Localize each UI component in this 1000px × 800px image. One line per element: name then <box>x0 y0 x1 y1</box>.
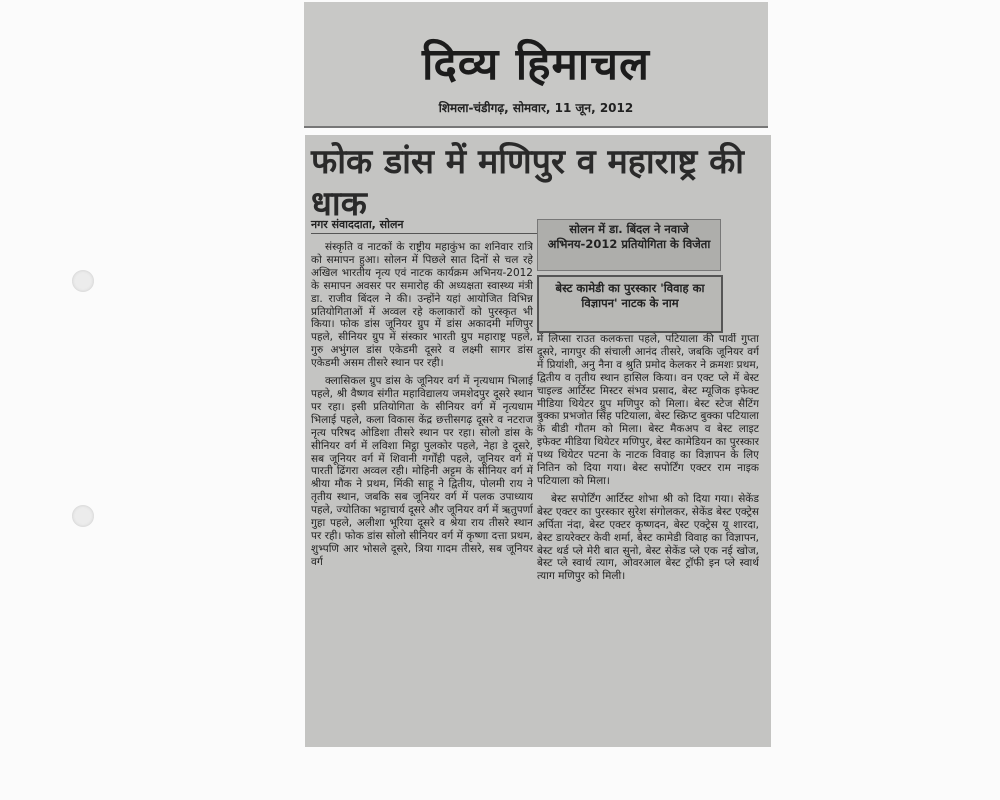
paragraph: बेस्ट सपोर्टिंग आर्टिस्ट शोभा श्री को दिया गया। सेकेंड बेस्ट एक्टर का पुरस्कार सुरेश संगोलकर, सेकेंड बेस्ट एक्ट्रेस अर्पिता नंदा, बेस्ट एक्टर कृष्णदन, बेस्ट एक्ट्रेस यू शारदा, बेस्ट डायरेक्टर केवी शर्मा, बेस्ट कामेडी विवाह का विज्ञापन, बेस्ट थर्ड प्ले मेरी बात सुनो, बेस्ट सेकेंड प्ले एक नई खोज, बेस्ट प्ले स्वार्थ त्याग, ओवरआल बेस्ट ट्रॉफी इन प्ले स्वार्थ त्याग मणिपुर को मिली। <box>537 492 759 583</box>
article-headline: फोक डांस में मणिपुर व महाराष्ट्र की धाक <box>311 142 744 224</box>
highlight-box: बेस्ट कामेडी का पुरस्कार 'विवाह का विज्ञापन' नाटक के नाम <box>537 275 723 333</box>
news-article-clipping <box>305 135 771 747</box>
article-column-1 <box>311 241 533 741</box>
punch-hole-top <box>72 270 94 292</box>
article-byline: नगर संवाददाता, सोलन <box>311 218 404 231</box>
byline-divider <box>311 233 539 234</box>
newspaper-title: दिव्य हिमाचल <box>422 39 650 90</box>
paragraph: क्लासिकल ग्रुप डांस के जूनियर वर्ग में नृत्यधाम भिलाई पहले, श्री वैष्णव संगीत महाविद्यालय जमशेदपुर दूसरे स्थान पर रहा। इसी प्रतियोगिता के सीनियर वर्ग में नृत्यधाम भिलाई पहले, कला विकास केंद्र छत्तीसगढ़ दूसरे व नटराज नृत्य परिषद ओडिशा तीसरे स्थान पर रहा। सोलो डांस के सीनियर वर्ग में लविशा मिट्ठा पुलकोर पहले, नेहा डे दूसरे, सब जूनियर वर्ग में शिवानी गर्गोंही पहले, जूनियर वर्ग में पारती ढिंगरा अव्वल रही। मोहिनी अट्टम के सीनियर वर्ग में श्रीया मौक ने प्रथम, मिंकी साहू ने द्वितीय, पोलमी राय ने तृतीय स्थान, जबकि सब जूनियर वर्ग में पलक उपाध्याय पहले, ज्योतिका भट्टाचार्य दूसरे और जूनियर वर्ग में ऋतुपर्णा गुहा पहले, अलीशा भूरिया दूसरे व श्रेया राय तीसरे स्थान पर रही। फोक डांस सोलो सीनियर वर्ग में कृष्णा दत्ता प्रथम, शुभ्पणि आर भोसले दूसरे, त्रिया गादम तीसरे, सब जूनियर वर्ग <box>311 375 533 568</box>
punch-hole-bottom <box>72 505 94 527</box>
dateline: शिमला-चंडीगढ़, सोमवार, 11 जून, 2012 <box>438 101 634 115</box>
paragraph: संस्कृति व नाटकों के राष्ट्रीय महाकुंभ का शनिवार रात्रि को समापन हुआ। सोलन में पिछले सात दिनों से चल रहे अखिल भारतीय नृत्य एवं नाटक कार्यक्रम अभिनय-2012 के समापन अवसर पर समारोह की अध्यक्षता स्वास्थ्य मंत्री डा. राजीव बिंदल ने की। उन्होंने यहां आयोजित विभिन्न प्रतियोगिताओं में अव्वल रहे कलाकारों को पुरस्कृत भी किया। फोक डांस जूनियर ग्रुप में डांस अकादमी मणिपुर पहले, सीनियर ग्रुप में संस्कार भारती ग्रुप महाराष्ट्र पहले, गुरु अभुंगल डांस एकेडमी दूसरे व लक्ष्मी सागर डांस एकेडमी असम तीसरे स्थान पर रही। <box>311 241 533 370</box>
article-column-2 <box>537 333 759 741</box>
paragraph: में लिप्सा राउत कलकत्ता पहले, पटियाला की पार्वी गुप्ता दूसरे, नागपुर की संचाली आनंद तीसरे, जबकि जूनियर वर्ग में प्रियांशी, अनु नैना व श्रुति प्रमोद केलकर ने क्रमशः प्रथम, द्वितीय व तृतीय स्थान हासिल किया। वन एक्ट प्ले में बेस्ट चाइल्ड आर्टिस्ट मिस्टर संभव प्रसाद, बेस्ट म्यूजिक इफेक्ट मीडिया थियेटर ग्रुप मणिपुर को मिला। बेस्ट स्टेज सैटिंग बुक्का प्रभजोत सिंह पटियाला, बेस्ट स्क्रिप्ट बुक्का पटियाला के बीडी गौतम को मिला। बेस्ट मैकअप व बेस्ट लाइट इफेक्ट मीडिया थियेटर मणिपुर, बेस्ट कामेडियन का पुरस्कार पथ्य थियेटर पटना के नाटक विवाह का विज्ञापन के लिए नितिन को दिया गया। बेस्ट सपोर्टिंग एक्टर राम नाइक पटियाला को मिला। <box>537 333 759 487</box>
subheadline-box: सोलन में डा. बिंदल ने नवाजे अभिनय-2012 प्रतियोगिता के विजेता <box>537 219 721 271</box>
newspaper-masthead <box>304 2 768 128</box>
